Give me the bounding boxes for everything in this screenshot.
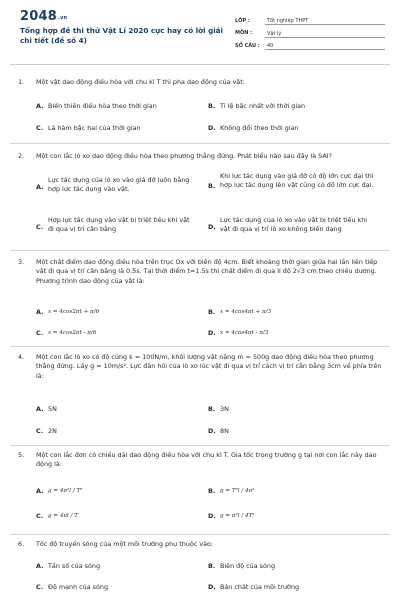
option-letter: D.	[208, 427, 216, 435]
document-header	[10, 0, 390, 62]
question-divider	[10, 445, 390, 446]
option-text: Độ mạnh của sóng	[48, 583, 109, 591]
option-letter: D.	[208, 583, 216, 591]
option-text: x = 4cos4πt + π/3	[220, 309, 272, 315]
question-divider	[10, 534, 390, 535]
option-text: Tỉ lệ bậc nhất với thời gian	[220, 102, 306, 110]
question-3	[10, 258, 390, 346]
option-letter: D.	[208, 512, 216, 520]
option-text: 8N	[220, 427, 229, 435]
option-letter: B.	[208, 182, 216, 190]
option-letter: A.	[36, 102, 44, 110]
option-letter: B.	[208, 308, 216, 316]
question-count-label: SỐ CÂU :	[235, 42, 260, 49]
option-letter: C.	[36, 427, 44, 435]
option-letter: C.	[36, 124, 44, 132]
option-text: Bản chất của môi trường	[220, 583, 300, 591]
document-title: Tổng hợp đề thi thử Vật Lí 2020 cực hay có lời giải chi tiết (đề số 4)	[20, 26, 223, 45]
option-text: g = T²l / 4π²	[220, 488, 255, 494]
option-text: g = 4πl / T	[48, 513, 79, 519]
option-letter: A.	[36, 308, 44, 316]
option-text: g = π²l / 4T²	[220, 513, 255, 519]
option-letter: B.	[208, 562, 216, 570]
option-letter: B.	[208, 405, 216, 413]
question-6	[10, 540, 390, 600]
info-row-subject	[235, 27, 385, 38]
option-letter: C.	[36, 223, 44, 231]
info-row-count	[235, 39, 385, 50]
option-letter: A.	[36, 183, 44, 191]
question-divider	[10, 143, 390, 144]
question-text: Một con lắc lò xo dao động điều hòa theo phương thẳng đứng. Phát biểu nào sau đây là SAI?	[36, 152, 333, 160]
question-number: 5.	[18, 451, 25, 459]
question-5	[10, 451, 390, 533]
header-divider	[10, 64, 390, 65]
question-text: Một con lắc lò xo có độ cứng k = 100N/m, khối lượng vật nặng m = 500g dao động điều hòa theo phương thẳng đứng. Lấy g = 10m/s². Lực đàn hồi của lò xo lúc vật đi qua vị trí cách vị trí cân bằng 3cm về phía trên là:	[36, 353, 382, 380]
site-logo[interactable]	[20, 8, 67, 27]
option-letter: C.	[36, 583, 44, 591]
option-text: x = 4cos2πt - π/6	[48, 330, 97, 336]
option-text: Khi lực tác dụng vào giá đỡ có độ lớn cực đại thì hợp lực tác dụng lên vật cũng có độ lớn cực đại.	[220, 172, 374, 190]
question-number: 2.	[18, 152, 25, 160]
option-text: Lực tác dụng của lò xo vào giá đỡ luôn bằng hợp lực tác dụng vào vật.	[48, 176, 190, 194]
question-text: Một con lắc đơn có chiều dài dao động điều hòa với chu kì T. Gia tốc trọng trường g tại nơi con lắc này dao động là:	[36, 451, 377, 469]
option-text: Tần số của sóng	[48, 562, 101, 570]
question-number: 1.	[18, 78, 25, 86]
option-letter: D.	[208, 124, 216, 132]
option-text: g = 4π²l / T²	[48, 488, 83, 494]
option-text: Hợp lực tác dụng vào vật bị triệt tiêu khi vật đi qua vị trí cân bằng	[48, 216, 190, 234]
question-text: Một vật dao động điều hòa với chu kì T thì pha dao động của vật:	[36, 78, 245, 86]
option-letter: B.	[208, 102, 216, 110]
logo-suffix: .vn	[57, 15, 68, 21]
option-text: 5N	[48, 405, 57, 413]
option-letter: D.	[208, 223, 216, 231]
option-text: x = 4cos2πt + π/6	[48, 309, 100, 315]
option-text: Lực tác dụng của lò xo vào vật bị triệt tiêu khi vật đi qua vị trí lò xo không biến dạng	[220, 216, 368, 234]
question-2	[10, 152, 390, 252]
option-text: Là hàm bậc hai của thời gian	[48, 124, 141, 132]
option-letter: A.	[36, 405, 44, 413]
option-text: Không đổi theo thời gian	[220, 124, 299, 132]
question-4	[10, 353, 390, 445]
option-text: 2N	[48, 427, 57, 435]
option-letter: B.	[208, 487, 216, 495]
class-value: Tốt nghiệp THPT	[265, 18, 385, 25]
question-divider	[10, 346, 390, 347]
question-number: 3.	[18, 258, 25, 266]
option-letter: C.	[36, 329, 44, 337]
option-text: Biên độ của sóng	[220, 562, 276, 570]
option-letter: A.	[36, 562, 44, 570]
question-number: 4.	[18, 353, 25, 361]
question-text: Một chất điểm dao động điều hòa trên trục Ox với biên độ 4cm. Biết khoảng thời gian giữa hai lần liên tiếp vật đi qua vị trí cân bằng là 0.5s. Tại thời điểm t=1.5s thì chất điểm đi qua li độ 2√3 cm theo chiều dương. Phương trình dao động của vật là:	[36, 258, 378, 285]
question-number: 6.	[18, 540, 25, 548]
question-text: Tốc độ truyền sóng của một môi trường phụ thuộc vào:	[36, 540, 214, 548]
info-row-class	[235, 14, 385, 25]
question-count-value: 40	[265, 43, 385, 50]
logo-text: 2048	[20, 9, 57, 24]
option-text: 3N	[220, 405, 229, 413]
subject-value: Vật lý	[265, 31, 385, 38]
option-letter: C.	[36, 512, 44, 520]
class-label: LỚP :	[235, 17, 250, 24]
option-text: Biến thiên điều hòa theo thời gian	[48, 102, 157, 110]
document-info	[235, 14, 385, 52]
question-divider	[10, 250, 390, 251]
option-text: x = 4cos4πt - π/3	[220, 330, 269, 336]
option-letter: D.	[208, 329, 216, 337]
subject-label: MÔN :	[235, 30, 253, 37]
option-letter: A.	[36, 487, 44, 495]
question-1	[10, 78, 390, 150]
